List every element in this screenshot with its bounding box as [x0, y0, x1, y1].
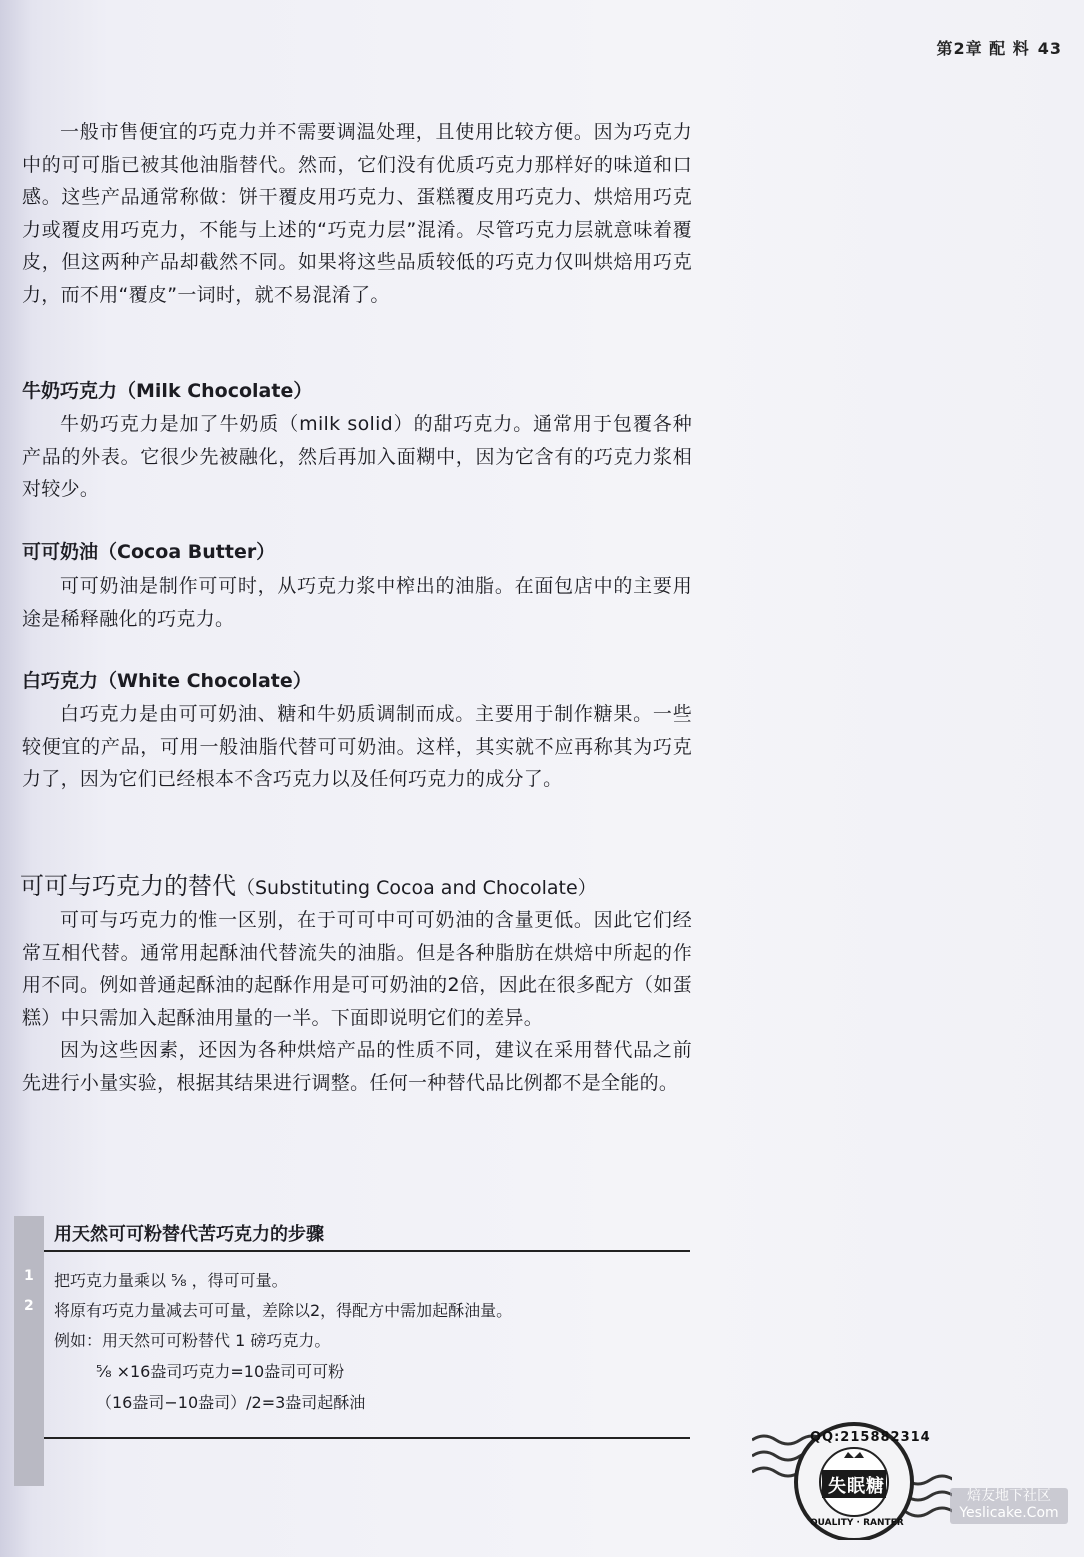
substitute-title-en: （Substituting Cocoa and Chocolate） [236, 877, 597, 899]
box-divider [44, 1250, 690, 1252]
substitute-paragraph-1: 可可与巧克力的惟一区别，在于可可中可可奶油的含量更低。因此它们经常互相代替。通常用起酥油代替流失的油脂。但是各种脂肪在烘焙中所起的作用不同。例如普通起酥油的起酥作用是可可奶油的2倍，因此在很多配方（如蛋糕）中只需加入起酥油用量的一半。下面即说明它们的差异。 [22, 909, 692, 1029]
butter-paragraph: 可可奶油是制作可可时，从巧克力浆中榨出的油脂。在面包店中的主要用途是稀释融化的巧克力。 [22, 575, 692, 630]
page-number: 43 [1037, 39, 1062, 58]
butter-section [22, 570, 692, 635]
cocoa-butter-heading [22, 537, 275, 564]
white-title-en: （White Chocolate） [98, 670, 312, 692]
substitute-title-cn: 可可与巧克力的替代 [20, 872, 236, 900]
butter-title-en: （Cocoa Butter） [98, 541, 276, 563]
milk-title-cn: 牛奶巧克力 [22, 380, 118, 402]
site-watermark [950, 1488, 1068, 1524]
watermark-line-2: Yeslicake.Com [959, 1505, 1059, 1521]
stamp-top-text: QQ:215882314 [810, 1430, 931, 1445]
step-2-number: 2 [24, 1298, 34, 1314]
intro-section [22, 116, 692, 311]
page-header [936, 36, 1062, 59]
stamp-seal [752, 1420, 952, 1540]
step-1-number: 1 [24, 1268, 34, 1284]
stamp-center-text: 失眠糖 [828, 1476, 885, 1497]
milk-title-en: （Milk Chocolate） [117, 380, 313, 402]
butter-title-cn: 可可奶油 [22, 541, 99, 563]
white-paragraph: 白巧克力是由可可奶油、糖和牛奶质调制而成。主要用于制作糖果。一些较便宜的产品，可用一般油脂代替可可奶油。这样，其实就不应再称其为巧克力了，因为它们已经根本不含巧克力以及任何巧克力的成分了。 [22, 703, 692, 790]
white-title-cn: 白巧克力 [22, 670, 99, 692]
example-line-2: （16盎司−10盎司）/2=3盎司起酥油 [96, 1393, 366, 1412]
example-line-1: ⁵⁄₈ ×16盎司巧克力=10盎司可可粉 [96, 1362, 345, 1381]
substituting-heading [20, 866, 597, 901]
box-title: 用天然可可粉替代苦巧克力的步骤 [54, 1224, 324, 1245]
step-1-text: 把巧克力量乘以 ⁵⁄₈ ，得可可量。 [54, 1271, 288, 1290]
white-section [22, 698, 692, 796]
box-side-strip [14, 1216, 44, 1486]
stamp-bottom-text: QUALITY · RANTER [810, 1518, 904, 1528]
white-chocolate-heading [22, 666, 312, 693]
milk-section [22, 408, 692, 506]
milk-paragraph: 牛奶巧克力是加了牛奶质（milk solid）的甜巧克力。通常用于包覆各种产品的外表。它很少先被融化，然后再加入面糊中，因为它含有的巧克力浆相对较少。 [22, 413, 692, 500]
substitute-paragraph-2: 因为这些因素，还因为各种烘焙产品的性质不同，建议在采用替代品之前先进行小量实验，根据其结果进行调整。任何一种替代品比例都不是全能的。 [22, 1039, 692, 1094]
box-bottom-rule [44, 1437, 690, 1439]
substitute-section [22, 904, 692, 1099]
chapter-label: 第2章 配 料 [936, 39, 1030, 58]
step-2-text: 将原有巧克力量减去可可量，差除以2，得配方中需加起酥油量。 [54, 1301, 513, 1320]
example-label: 例如：用天然可可粉替代 1 磅巧克力。 [54, 1331, 331, 1350]
milk-chocolate-heading [22, 376, 312, 403]
watermark-line-1: 焙友地下社区 [967, 1488, 1051, 1504]
steps-box [14, 1216, 690, 1486]
intro-paragraph: 一般市售便宜的巧克力并不需要调温处理，且使用比较方便。因为巧克力中的可可脂已被其他油脂替代。然而，它们没有优质巧克力那样好的味道和口感。这些产品通常称做：饼干覆皮用巧克力、蛋糕覆皮用巧克力、烘焙用巧克力或覆皮用巧克力，不能与上述的“巧克力层”混淆。尽管巧克力层就意味着覆皮，但这两种产品却截然不同。如果将这些品质较低的巧克力仅叫烘焙用巧克力，而不用“覆皮”一词时，就不易混淆了。 [22, 121, 692, 306]
